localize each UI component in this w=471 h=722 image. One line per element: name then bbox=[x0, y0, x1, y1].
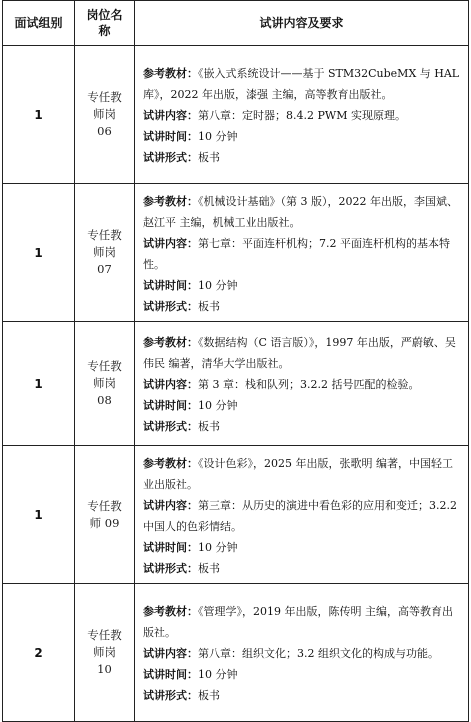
row-position: 专任教师岗06 bbox=[75, 46, 135, 184]
time-line: 试讲时间：10 分钟 bbox=[143, 399, 238, 412]
book-line: 参考教材：《数据结构（C 语言版）》，1997 年出版，严蔚敏、吴伟民 编著，清华大学出版社。 bbox=[143, 336, 456, 370]
form-line: 试讲形式：板书 bbox=[143, 420, 220, 433]
form-line: 试讲形式：板书 bbox=[143, 561, 220, 575]
content-line: 试讲内容：第七章：平面连杆机构；7.2 平面连杆机构的基本特性。 bbox=[143, 236, 450, 271]
time-line: 试讲时间：10 分钟 bbox=[143, 278, 238, 292]
table-row bbox=[3, 184, 469, 322]
header-content: 试讲内容及要求 bbox=[135, 1, 469, 46]
row-content bbox=[135, 46, 469, 184]
interview-schedule-table bbox=[2, 0, 469, 722]
table-row bbox=[3, 446, 469, 584]
content-line: 试讲内容：第八章：定时器；8.4.2 PWM 实现原理。 bbox=[143, 109, 406, 122]
content-line: 试讲内容：第三章：从历史的演进中看色彩的应用和变迁；3.2.2 中国人的色彩情结。 bbox=[143, 498, 457, 533]
content-line: 试讲内容：第八章：组织文化；3.2 组织文化的构成与功能。 bbox=[143, 647, 439, 660]
row-position: 专任教师岗10 bbox=[75, 584, 135, 722]
content-line: 试讲内容：第 3 章：栈和队列；3.2.2 括号匹配的检验。 bbox=[143, 378, 420, 391]
time-line: 试讲时间：10 分钟 bbox=[143, 668, 238, 681]
row-position: 专任教师岗08 bbox=[75, 322, 135, 446]
row-position: 专任教师 09 bbox=[75, 446, 135, 584]
book-line: 参考教材：《管理学》，2019 年出版，陈传明 主编，高等教育出版社。 bbox=[143, 605, 453, 639]
time-line: 试讲时间：10 分钟 bbox=[143, 540, 238, 554]
row-group: 1 bbox=[3, 322, 75, 446]
table-row bbox=[3, 46, 469, 184]
form-line: 试讲形式：板书 bbox=[143, 151, 220, 164]
time-line: 试讲时间：10 分钟 bbox=[143, 130, 238, 143]
row-group: 2 bbox=[3, 584, 75, 722]
row-content bbox=[135, 184, 469, 322]
header-position: 岗位名称 bbox=[75, 1, 135, 46]
table-row bbox=[3, 584, 469, 722]
row-content bbox=[135, 322, 469, 446]
form-line: 试讲形式：板书 bbox=[143, 689, 220, 702]
table-row bbox=[3, 322, 469, 446]
row-position: 专任教师岗07 bbox=[75, 184, 135, 322]
book-line: 参考教材：《嵌入式系统设计——基于 STM32CubeMX 与 HAL 库》，2022 年出版，漆强 主编，高等教育出版社。 bbox=[143, 67, 460, 101]
book-line: 参考教材：《设计色彩》，2025 年出版，张歌明 编著，中国轻工业出版社。 bbox=[143, 456, 453, 491]
row-content bbox=[135, 584, 469, 722]
row-group: 1 bbox=[3, 184, 75, 322]
row-content bbox=[135, 446, 469, 584]
form-line: 试讲形式：板书 bbox=[143, 299, 220, 313]
header-group: 面试组别 bbox=[3, 1, 75, 46]
row-group: 1 bbox=[3, 446, 75, 584]
table-header-row bbox=[3, 1, 469, 46]
row-group: 1 bbox=[3, 46, 75, 184]
book-line: 参考教材：《机械设计基础》（第 3 版），2022 年出版，李国斌、赵江平 主编，机械工业出版社。 bbox=[143, 194, 458, 229]
